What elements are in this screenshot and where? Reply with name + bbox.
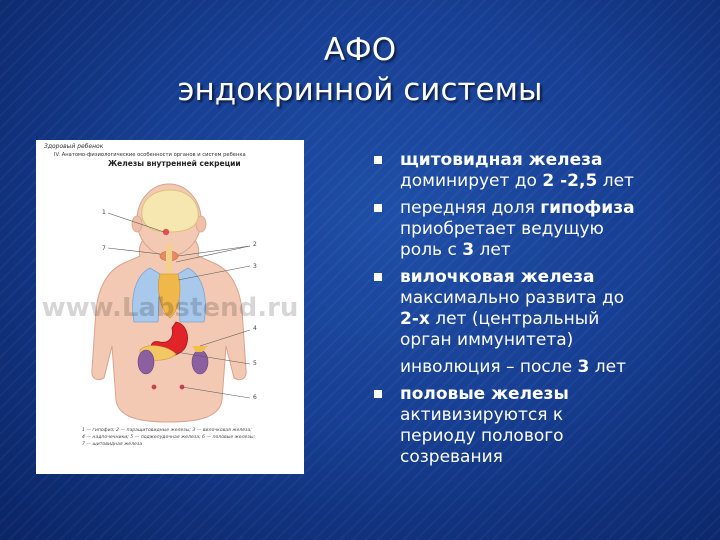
- gonad-left: [152, 385, 157, 390]
- bullet-marker: [374, 156, 382, 164]
- bullet-marker: [374, 390, 382, 398]
- bullet-pituitary-text2: роль с: [400, 240, 463, 260]
- title-line-2: эндокринной системы: [177, 72, 543, 108]
- involution-age: 3: [577, 357, 590, 377]
- fig-heading: Железы внутренней секреции: [108, 159, 241, 168]
- legend-line-2: 4 — надпочечники; 5 — поджелудочная железа; 6 — половые железы;: [82, 435, 256, 440]
- bullet-list: [372, 150, 702, 474]
- callout-7: 7: [102, 245, 106, 252]
- bullet-thymus-tail: лет (центральный: [429, 309, 600, 329]
- callout-3: 3: [253, 263, 257, 270]
- bullet-pituitary-text: приобретает ведущую: [400, 219, 604, 239]
- trachea: [166, 244, 172, 274]
- bullet-gonads: [372, 384, 702, 468]
- legend-line-3: 7 — щитовидная железа: [82, 442, 143, 447]
- title-line-1: АФО: [323, 32, 397, 68]
- kidney-left: [138, 350, 154, 374]
- legend-line-1: 1 — гипофиз; 2 — паращитовидные железы; 3 — вилочковая железа;: [82, 428, 252, 433]
- bullet-thyroid: [372, 150, 702, 192]
- bullet-gonads-term: половые железы: [400, 384, 569, 404]
- callout-2: 2: [253, 241, 257, 248]
- callout-6: 6: [253, 394, 257, 401]
- bullet-gonads-text2: периоду полового: [400, 426, 564, 446]
- involution-line: [372, 357, 702, 378]
- bullet-marker: [374, 204, 382, 212]
- brain-shape: [142, 190, 198, 232]
- bullet-marker: [374, 273, 382, 281]
- bullet-pituitary: [372, 198, 702, 261]
- fig-header-caption: IV. Анатомо-физиологические особенности органов и систем ребенка: [54, 152, 246, 158]
- bullet-pituitary-pre: передняя доля: [400, 198, 541, 218]
- bullet-thyroid-text: доминирует до: [400, 171, 543, 191]
- bullet-gonads-text3: созревания: [400, 447, 503, 467]
- bullet-gonads-text: активизируются к: [400, 405, 564, 425]
- bullet-thymus-tail2: орган иммунитета): [400, 330, 574, 350]
- callout-5: 5: [253, 360, 257, 367]
- kidney-right: [192, 350, 208, 374]
- callout-1: 1: [102, 209, 106, 216]
- involution-tail: лет: [589, 357, 626, 377]
- bullet-thymus-text: максимально развита до: [400, 288, 625, 308]
- figure-legend: [82, 427, 255, 447]
- fig-header-small: Здоровый ребенок: [44, 143, 104, 150]
- bullet-thyroid-tail: лет: [597, 171, 634, 191]
- bullet-thyroid-term: щитовидная железа: [400, 150, 603, 170]
- involution-pre: инволюция – после: [400, 357, 578, 377]
- endocrine-diagram: [36, 140, 304, 474]
- endocrine-illustration: [36, 140, 304, 474]
- bullet-pituitary-age: 3: [462, 240, 475, 260]
- slide-title: [0, 30, 720, 110]
- callout-4: 4: [253, 325, 257, 332]
- bullet-thyroid-age: 2 -2,5: [542, 171, 598, 191]
- bullet-thymus-age: 2-х: [400, 309, 430, 329]
- bullet-thymus-term: вилочковая железа: [400, 267, 595, 287]
- bullet-pituitary-tail: лет: [474, 240, 511, 260]
- bullet-thymus: [372, 267, 702, 351]
- watermark-text: www.Labstend.ru: [41, 293, 299, 323]
- bullet-pituitary-term: гипофиза: [540, 198, 635, 218]
